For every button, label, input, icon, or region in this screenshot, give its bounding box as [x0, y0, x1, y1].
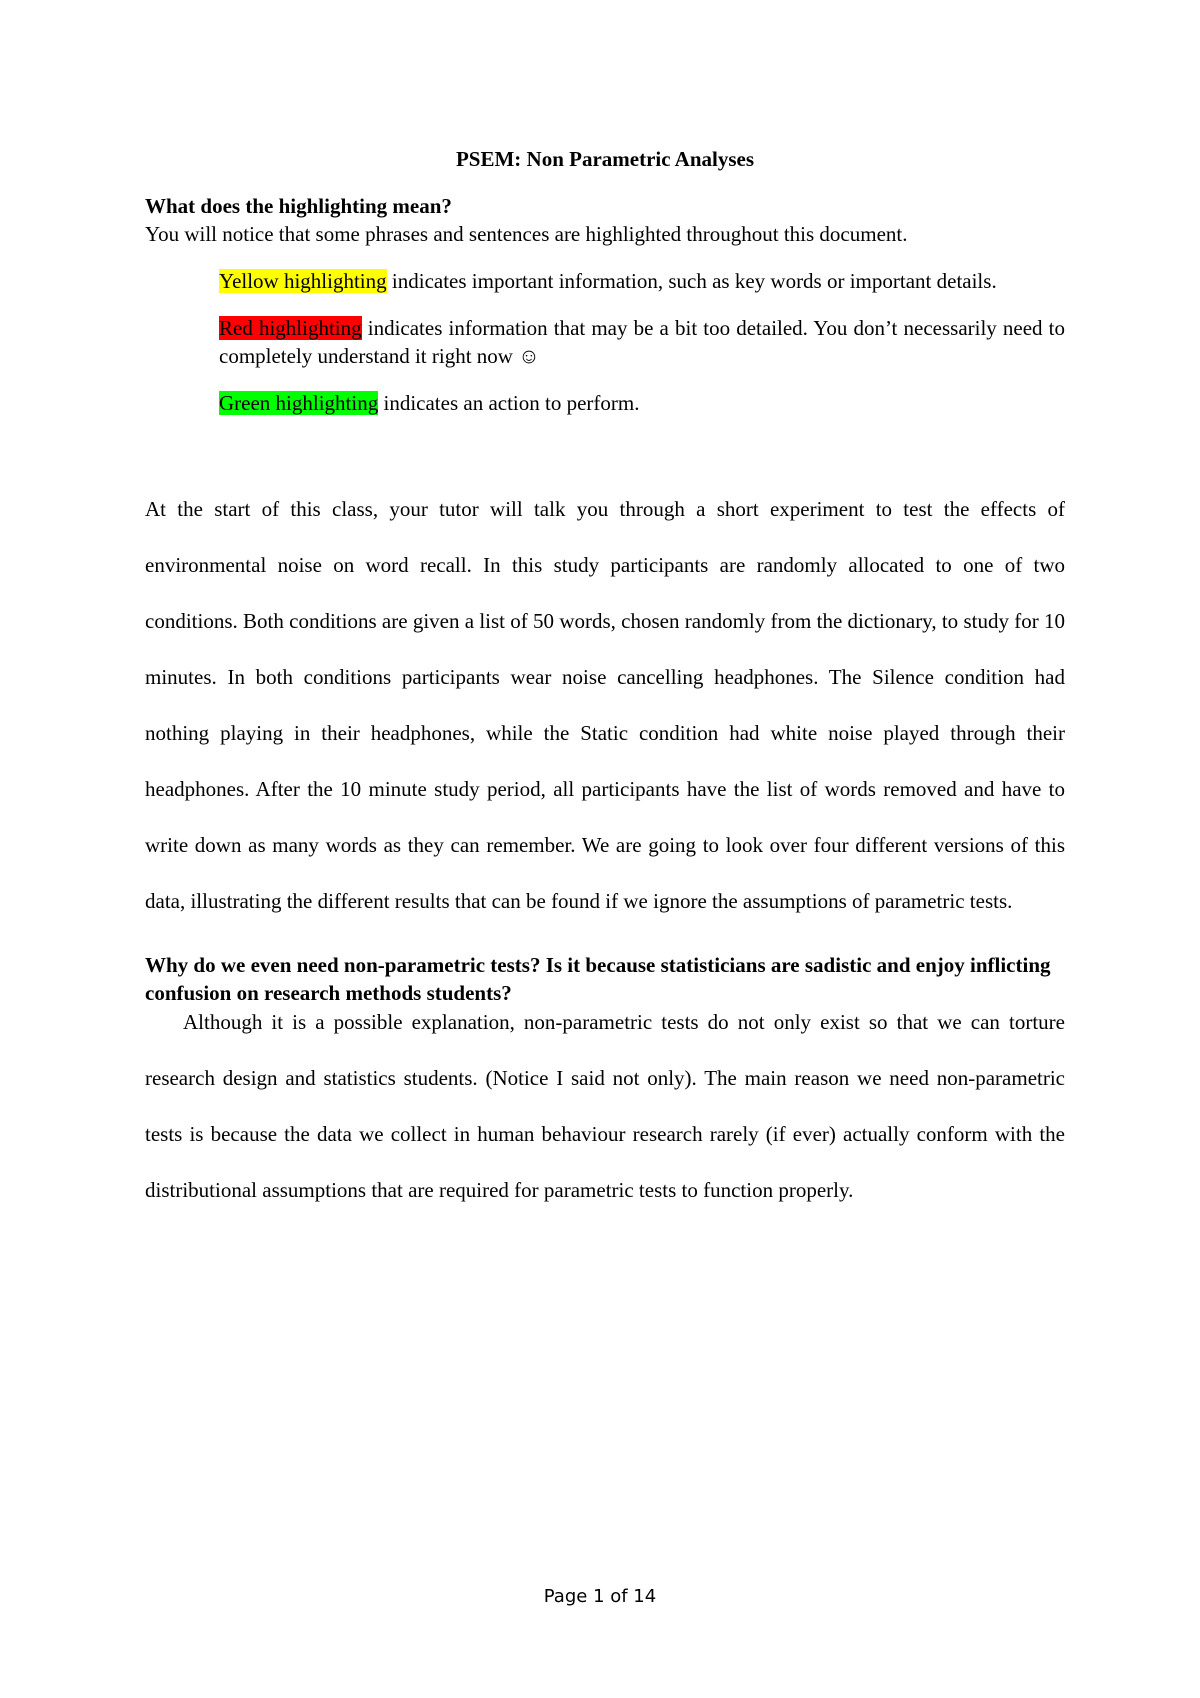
highlighting-heading: What does the highlighting mean?: [145, 194, 452, 218]
why-heading: Why do we even need non-parametric tests? Is it because statisticians are sadistic and enjoy inflicting confusion on research methods students?: [145, 953, 1051, 1005]
why-paragraph: Although it is a possible explanation, non-parametric tests do not only exist so that we can torture research design and statistics students. (Notice I said not only). The main reason we need non-parametric tests is because the data we collect in human behaviour research rarely (if ever) actually conform with the distributional assumptions that are required for parametric tests to function properly.: [145, 1010, 1065, 1202]
page-footer: [0, 1585, 1200, 1609]
document-title: PSEM: Non Parametric Analyses: [455, 147, 755, 171]
highlighting-intro: You will notice that some phrases and sentences are highlighted throughout this document.: [145, 222, 908, 246]
green-highlight-label: Green highlighting: [219, 391, 379, 415]
red-highlight-label: Red highlighting: [219, 316, 362, 340]
legend-item-green: [219, 389, 1065, 417]
green-highlight-text: indicates an action to perform.: [378, 391, 640, 415]
highlight-legend: [219, 267, 1065, 417]
red-highlight-text: indicates information that may be a bit too detailed. You don’t necessarily need to completely understand it right now ☺: [219, 316, 1066, 368]
yellow-highlight-label: Yellow highlighting: [219, 269, 387, 293]
yellow-highlight-text: indicates important information, such as key words or important details.: [386, 269, 997, 293]
experiment-paragraph: At the start of this class, your tutor will talk you through a short experiment to test the effects of environmental noise on word recall. In this study participants are randomly allocated to one of two conditions. Both conditions are given a list of 50 words, chosen randomly from the dictionary, to study for 10 minutes. In both conditions participants wear noise cancelling headphones. The Silence condition had nothing playing in their headphones, while the Static condition had white noise played through their headphones. After the 10 minute study period, all participants have the list of words removed and have to write down as many words as they can remember. We are going to look over four different versions of this data, illustrating the different results that can be found if we ignore the assumptions of parametric tests.: [145, 497, 1065, 913]
legend-item-red: [219, 314, 1065, 370]
legend-item-yellow: [219, 267, 1065, 295]
page-number: Page 1 of 14: [543, 1586, 657, 1607]
page-content: [145, 145, 1065, 1218]
